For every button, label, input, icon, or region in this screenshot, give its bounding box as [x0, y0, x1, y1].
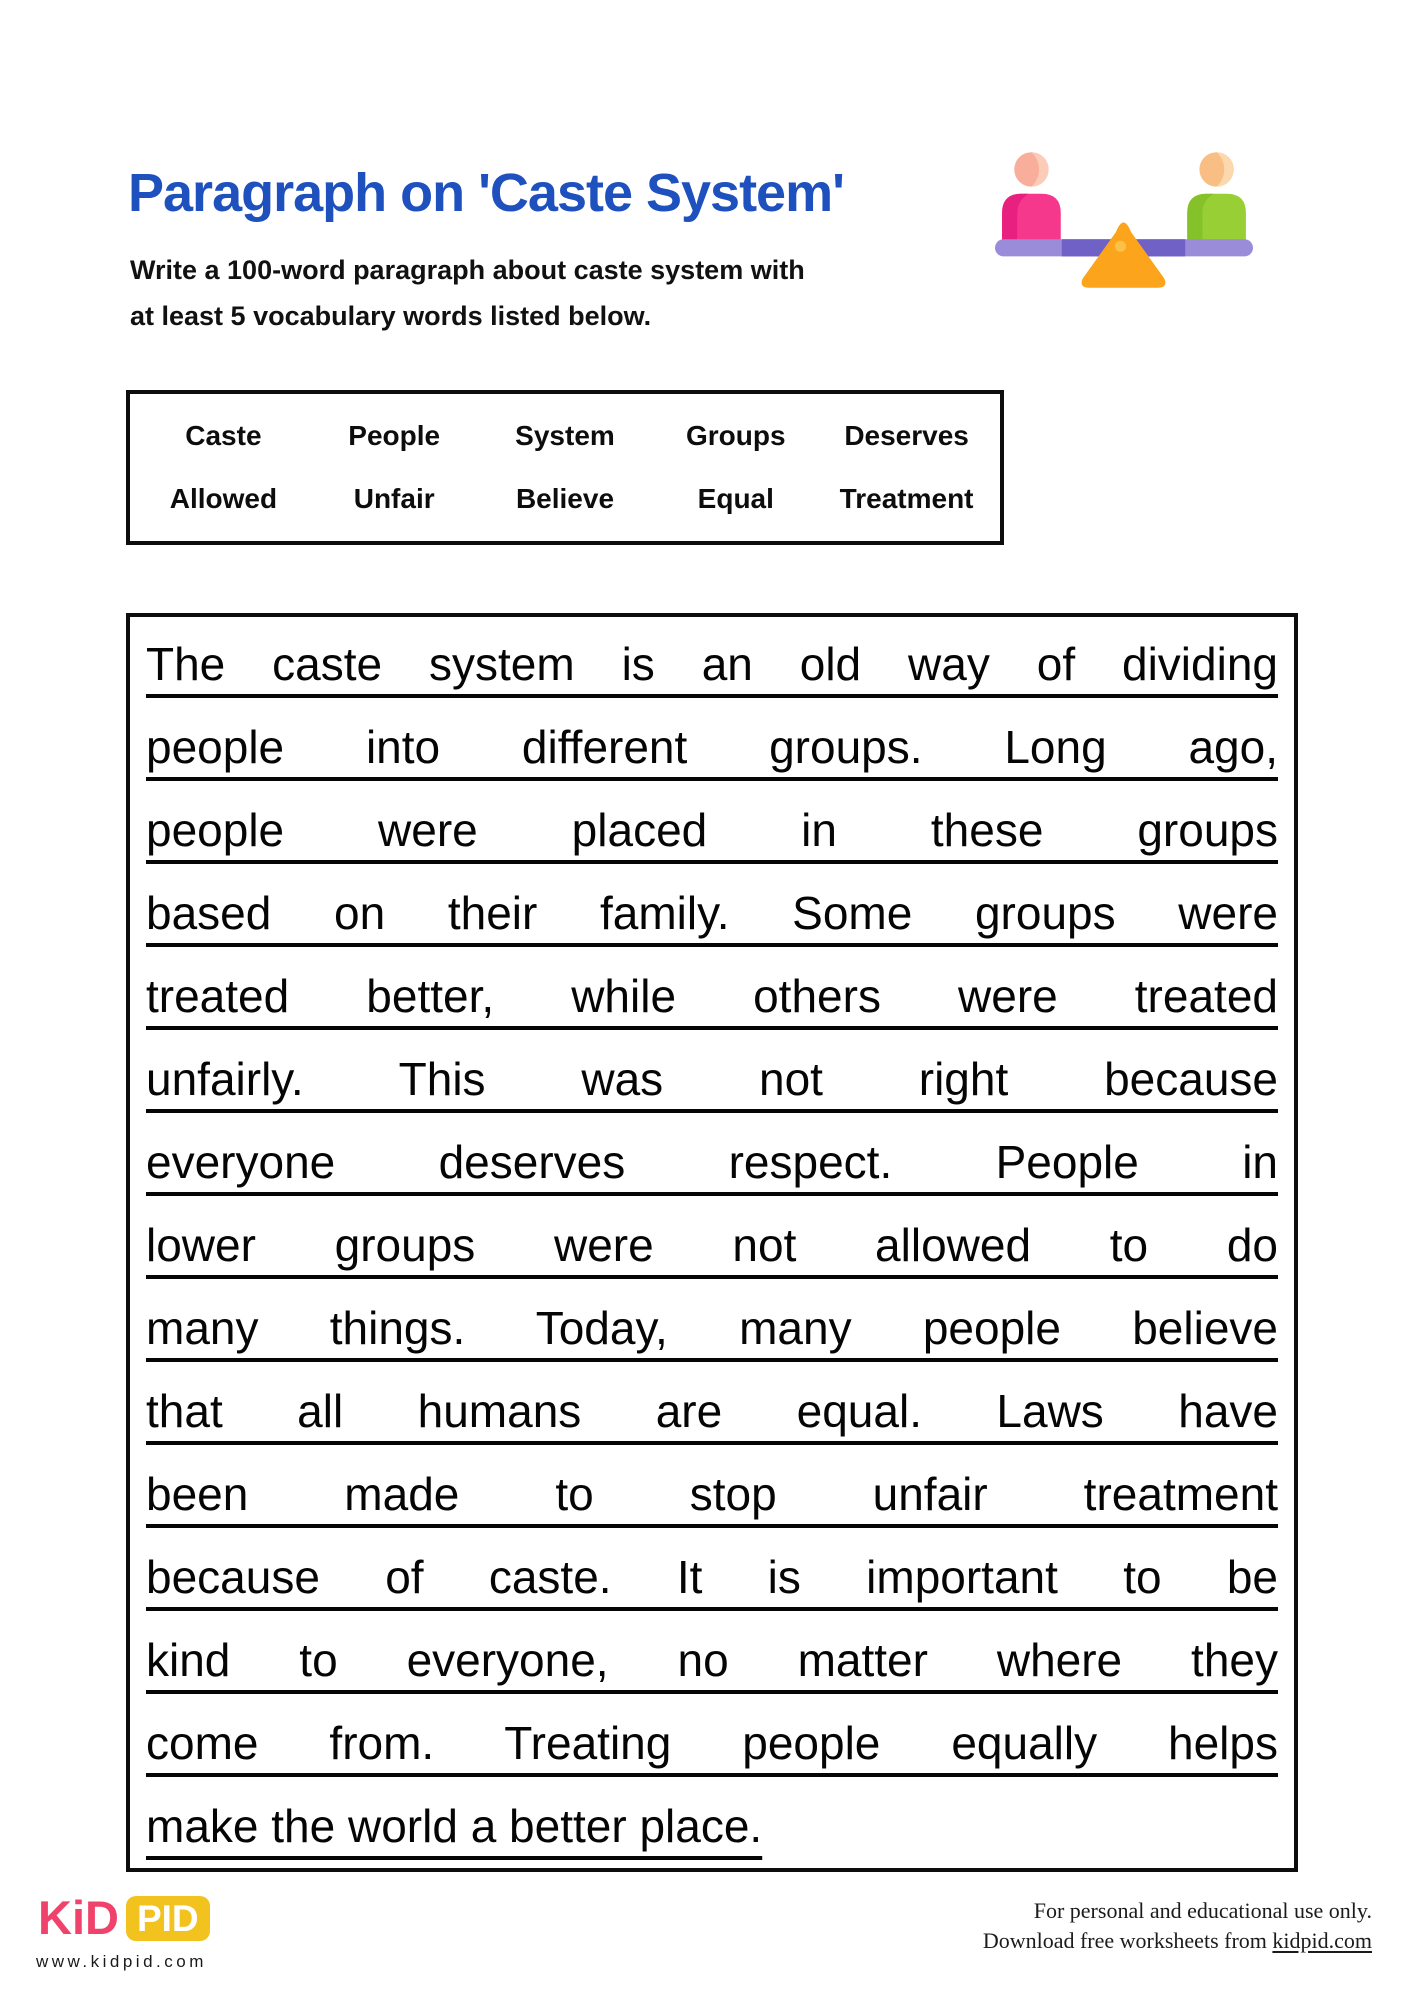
paragraph-line: treated better, while others were treated	[146, 970, 1278, 1022]
paragraph-line: based on their family. Some groups were	[146, 887, 1278, 939]
logo-pid-badge: PID	[126, 1896, 210, 1941]
vocab-word: People	[348, 419, 441, 451]
kidpid-link[interactable]: kidpid.com	[1272, 1928, 1372, 1953]
usage-line-2: Download free worksheets from kidpid.com	[982, 1928, 1372, 1953]
paragraph-line: that all humans are equal. Laws have	[146, 1385, 1278, 1437]
usage-line-1: For personal and educational use only.	[1033, 1898, 1372, 1923]
website-url: www.kidpid.com	[36, 1952, 207, 1971]
paragraph-line: people were placed in these groups	[146, 804, 1278, 856]
vocab-word: Treatment	[839, 483, 974, 515]
paragraph-line: make the world a better place.	[146, 1800, 763, 1852]
vocab-word: Groups	[686, 419, 786, 451]
vocabulary-box	[126, 390, 1004, 545]
paragraph-line: people into different groups. Long ago,	[146, 721, 1278, 773]
vocab-word: Unfair	[353, 483, 435, 515]
logo-kid-text: KiD	[38, 1891, 119, 1944]
vocab-word: Deserves	[844, 419, 969, 451]
instructions	[130, 247, 805, 339]
paragraph-line: many things. Today, many people believe	[146, 1302, 1278, 1354]
paragraph-line: everyone deserves respect. People in	[146, 1136, 1278, 1188]
instructions-line-1: Write a 100-word paragraph about caste system with	[130, 255, 805, 285]
vocab-word: Allowed	[169, 483, 278, 515]
balance-seesaw-icon	[995, 148, 1253, 290]
paragraph-line: The caste system is an old way of dividing	[146, 638, 1278, 690]
paragraph-box	[126, 613, 1298, 1872]
vocab-word: Equal	[697, 483, 774, 515]
paragraph-line: kind to everyone, no matter where they	[146, 1634, 1278, 1686]
vocab-word: System	[515, 419, 615, 451]
usage-note	[983, 1896, 1372, 1956]
vocab-word: Believe	[515, 483, 615, 515]
vocab-word: Caste	[185, 419, 262, 451]
paragraph-line: unfairly. This was not right because	[146, 1053, 1278, 1105]
paragraph-line: because of caste. It is important to be	[146, 1551, 1278, 1603]
paragraph-line: come from. Treating people equally helps	[146, 1717, 1278, 1769]
paragraph-line: lower groups were not allowed to do	[146, 1219, 1278, 1271]
page-title: Paragraph on 'Caste System'	[128, 163, 844, 223]
instructions-line-2: at least 5 vocabulary words listed below.	[130, 301, 652, 331]
kidpid-logo	[38, 1890, 210, 1945]
paragraph-line: been made to stop unfair treatment	[146, 1468, 1278, 1520]
